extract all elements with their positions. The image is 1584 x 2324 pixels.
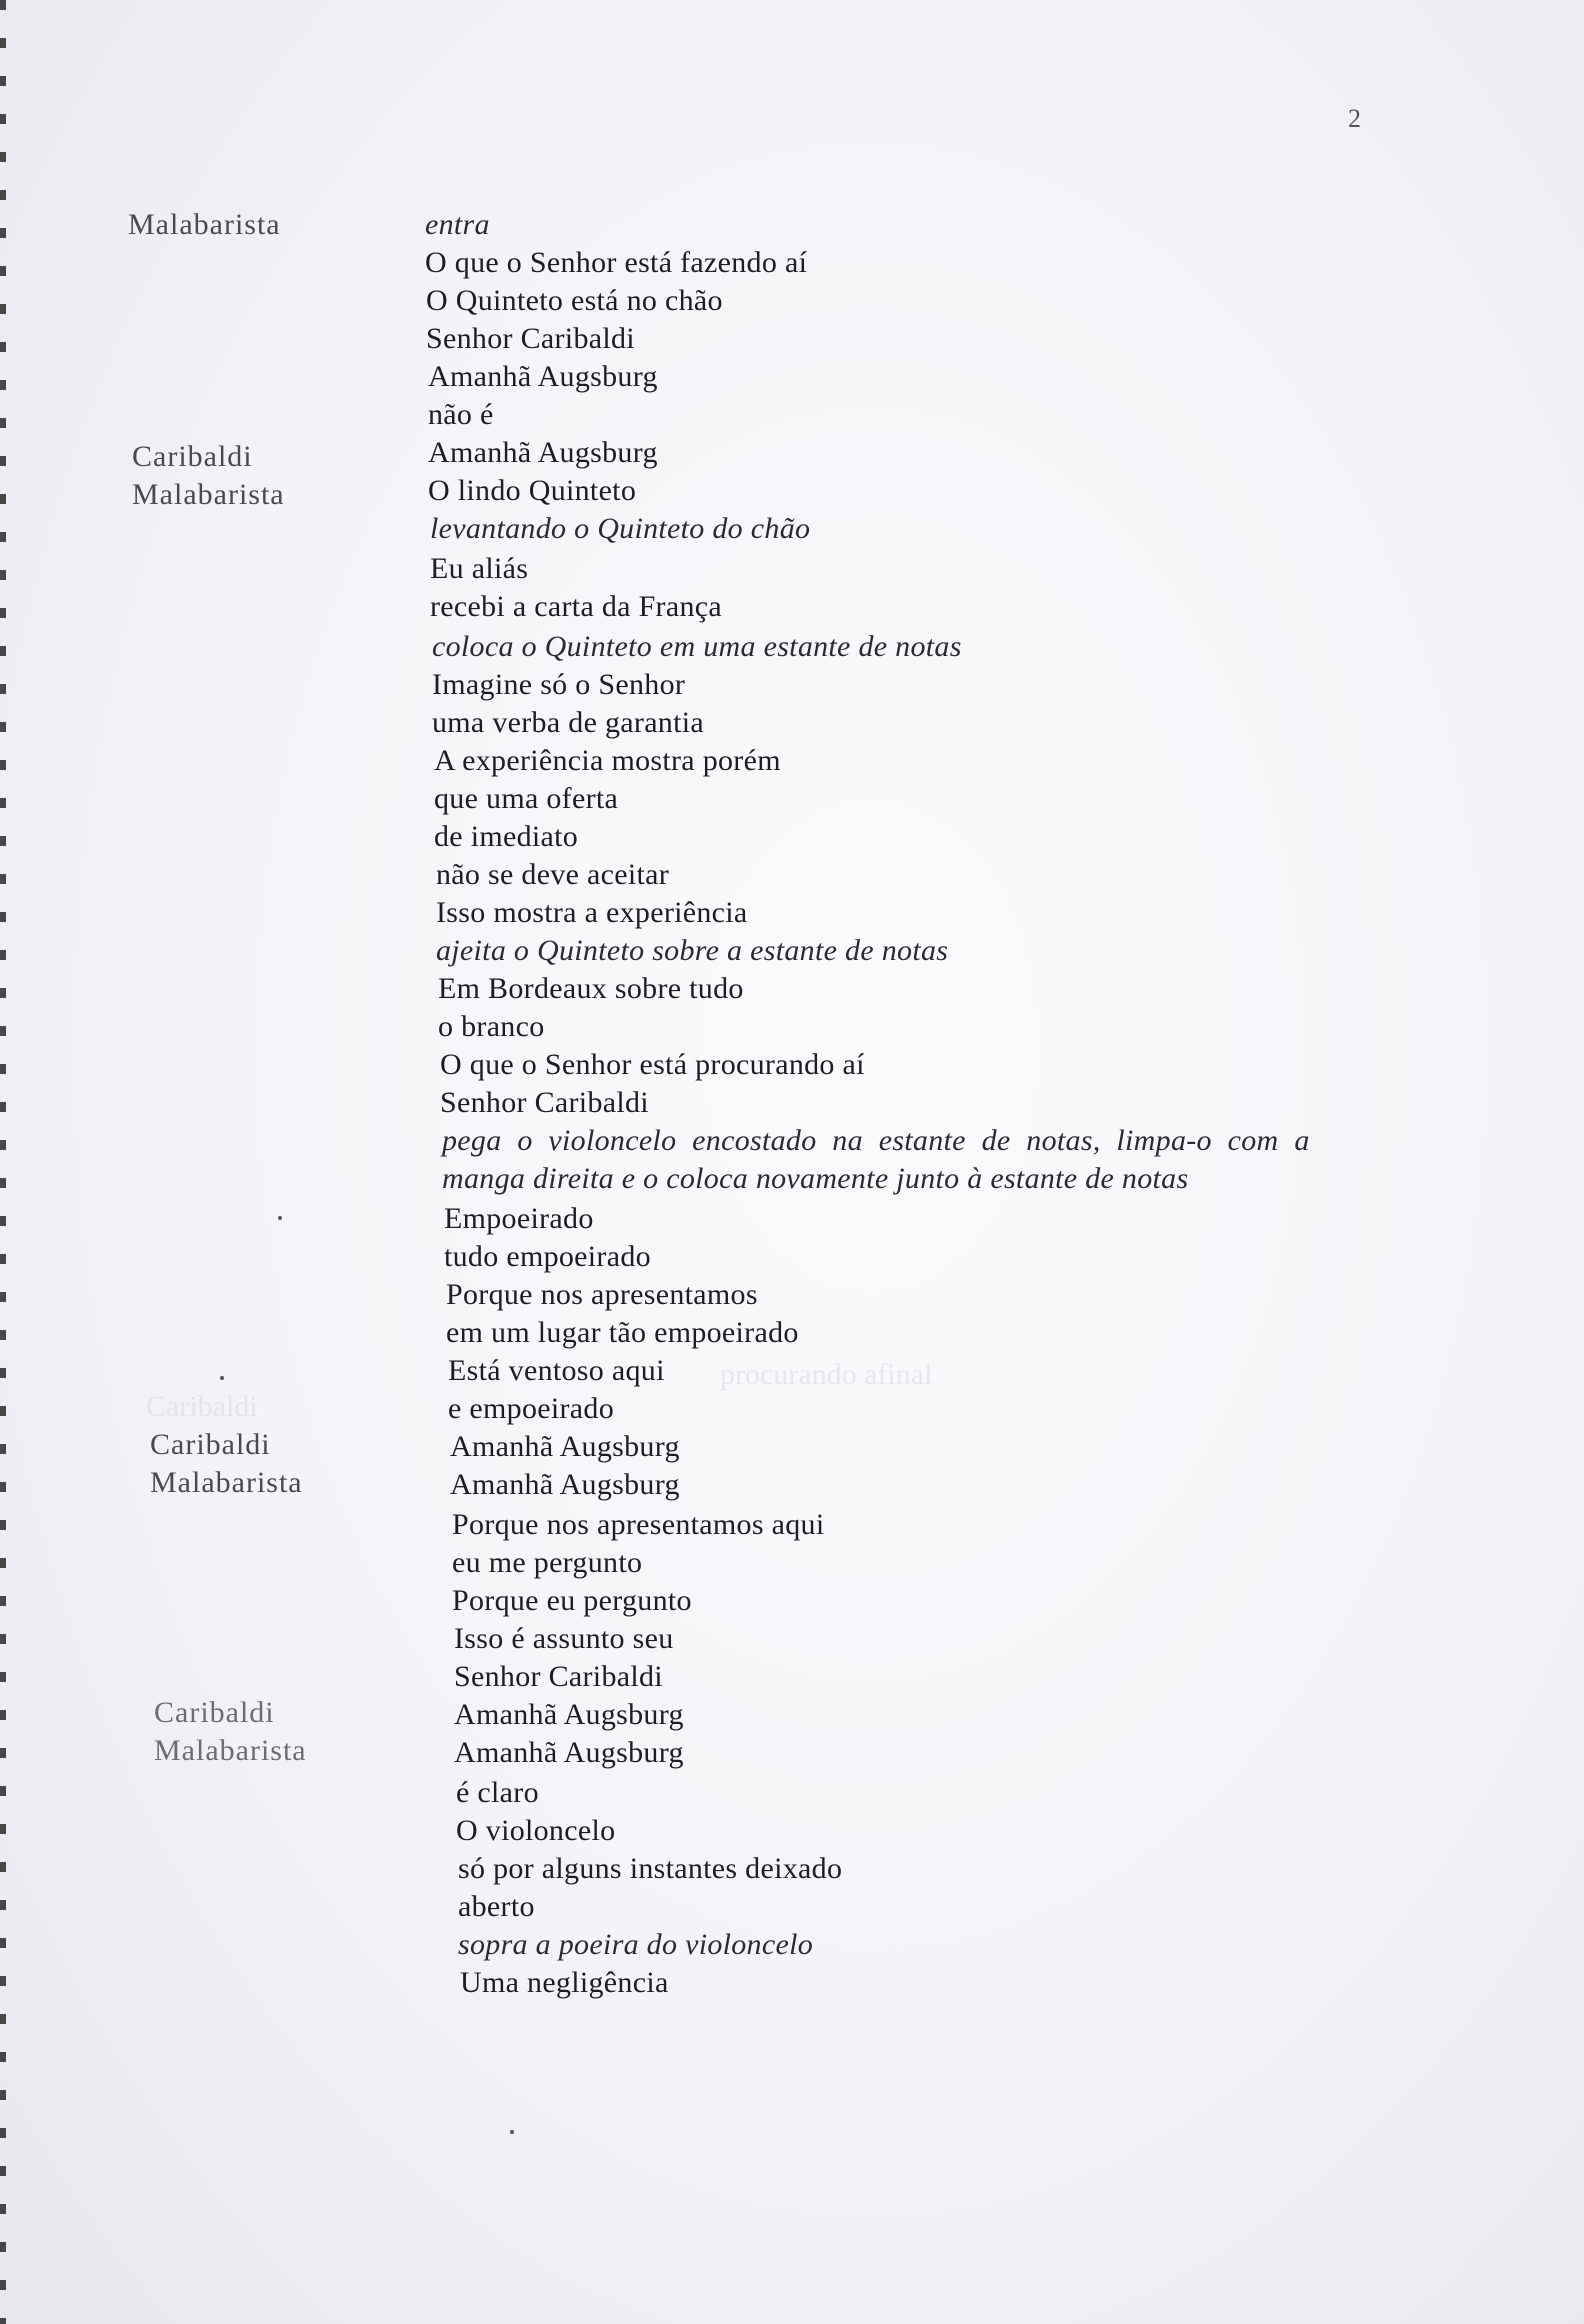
dialogue-line: só por alguns instantes deixado (458, 1852, 843, 1885)
scan-speck (510, 2130, 514, 2134)
dialogue-line: Em Bordeaux sobre tudo (438, 972, 744, 1005)
speaker-caribaldi: Caribaldi (132, 440, 253, 473)
dialogue-line: não é (428, 398, 494, 431)
binding-edge (0, 0, 6, 2324)
page-number: 2 (1348, 104, 1361, 133)
dialogue-line: O Quinteto está no chão (426, 284, 723, 317)
dialogue-line: de imediato (434, 820, 579, 853)
dialogue-line: Porque nos apresentamos aqui (452, 1508, 825, 1541)
dialogue-line: tudo empoeirado (444, 1240, 651, 1273)
dialogue-line: que uma oferta (434, 782, 619, 815)
dialogue-line: Amanhã Augsburg (454, 1736, 684, 1769)
dialogue-line: O lindo Quinteto (428, 474, 637, 507)
scan-speck (278, 1216, 282, 1220)
speaker-malabarista: Malabarista (154, 1734, 307, 1767)
dialogue-line: O que o Senhor está procurando aí (440, 1048, 865, 1081)
speaker-caribaldi: Caribaldi (154, 1696, 275, 1729)
dialogue-line: O que o Senhor está fazendo aí (425, 246, 808, 279)
speaker-caribaldi: Caribaldi (150, 1428, 271, 1461)
bleedthrough-text: procurando afinal (720, 1358, 933, 1391)
dialogue-line: Porque eu pergunto (452, 1584, 692, 1617)
dialogue-line: aberto (458, 1890, 535, 1923)
speaker-malabarista: Malabarista (132, 478, 285, 511)
dialogue-line: Amanhã Augsburg (450, 1430, 680, 1463)
stage-direction: manga direita e o coloca novamente junto à estante de notas (442, 1162, 1189, 1195)
speaker-malabarista: Malabarista (150, 1466, 303, 1499)
stage-direction: coloca o Quinteto em uma estante de notas (432, 630, 962, 663)
stage-direction: pega o violoncelo encostado na estante de notas, limpa-o com a (442, 1124, 1310, 1157)
stage-direction: ajeita o Quinteto sobre a estante de notas (436, 934, 949, 967)
dialogue-line: Porque nos apresentamos (446, 1278, 758, 1311)
dialogue-line: Amanhã Augsburg (454, 1698, 684, 1731)
dialogue-line: recebi a carta da França (430, 590, 722, 623)
stage-direction: sopra a poeira do violoncelo (458, 1928, 814, 1961)
scan-speck (220, 1376, 224, 1380)
stage-direction: levantando o Quinteto do chão (430, 512, 811, 545)
dialogue-line: em um lugar tão empoeirado (446, 1316, 799, 1349)
dialogue-line: Amanhã Augsburg (450, 1468, 680, 1501)
dialogue-line: Senhor Caribaldi (440, 1086, 649, 1119)
dialogue-line: Eu aliás (430, 552, 529, 585)
dialogue-line: o branco (438, 1010, 545, 1043)
dialogue-line: Isso mostra a experiência (436, 896, 748, 929)
stage-direction: entra (425, 208, 490, 241)
dialogue-line: Senhor Caribaldi (454, 1660, 663, 1693)
dialogue-line: eu me pergunto (452, 1546, 643, 1579)
dialogue-line: uma verba de garantia (432, 706, 704, 739)
dialogue-line: Empoeirado (444, 1202, 594, 1235)
bleedthrough-text: Caribaldi (146, 1390, 258, 1423)
dialogue-line: Amanhã Augsburg (428, 436, 658, 469)
dialogue-line: Uma negligência (460, 1966, 669, 1999)
speaker-malabarista: Malabarista (128, 208, 281, 241)
dialogue-line: Está ventoso aqui (448, 1354, 665, 1387)
dialogue-line: Amanhã Augsburg (428, 360, 658, 393)
dialogue-line: Imagine só o Senhor (432, 668, 686, 701)
dialogue-line: não se deve aceitar (436, 858, 670, 891)
dialogue-line: A experiência mostra porém (434, 744, 781, 777)
dialogue-line: é claro (456, 1776, 539, 1809)
dialogue-line: O violoncelo (456, 1814, 616, 1847)
dialogue-line: Senhor Caribaldi (426, 322, 635, 355)
dialogue-line: Isso é assunto seu (454, 1622, 674, 1655)
dialogue-line: e empoeirado (448, 1392, 615, 1425)
